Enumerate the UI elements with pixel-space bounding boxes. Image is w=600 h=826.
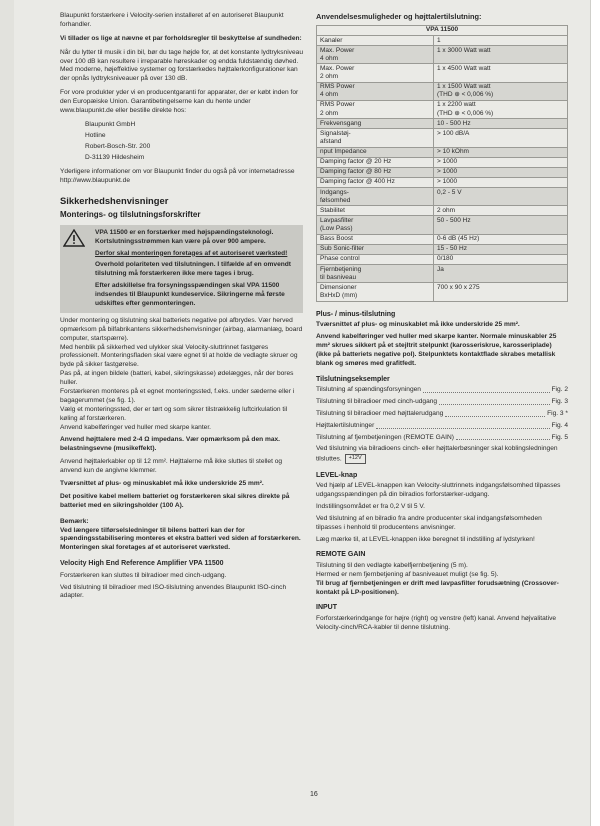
spec-label: Kanaler — [317, 36, 434, 46]
impedance-text: Anvend højttalere med 2-4 Ω impedans. Vær opmærksom på den max. belastningsevne (musikeffekt). — [60, 436, 281, 453]
example-entry — [316, 410, 568, 419]
remote-heading: REMOTE GAIN — [316, 551, 366, 559]
spec-label: Indgangs- følsomhed — [317, 188, 434, 206]
spec-row — [317, 64, 568, 82]
leader-dots — [423, 392, 550, 393]
example-entry — [316, 434, 568, 443]
spec-label: Bass Boost — [317, 234, 434, 244]
spec-label: Damping factor @ 80 Hz — [317, 167, 434, 177]
fuse-holder-text: Det positive kabel mellem batteriet og forstærkeren skal sikres direkte på batteriet med en sikringsholder (100 A). — [60, 492, 290, 509]
figure-ref: Fig. 5 — [551, 433, 568, 441]
body-text: Med henblik på sikkerhed ved ulykker skal Velocity-sluttrinnet fastgøres professionelt. Monteringsfladen skal være egnet til at holde de vedlagte skruer og byde på sikker fastgørelse. — [60, 343, 298, 369]
spec-row — [317, 254, 568, 264]
spec-value: 1 x 2200 watt (THD ⊕ < 0,006 %) — [434, 100, 568, 118]
toc-note-text: Ved tilslutning via bilradioens cinch- eller højttalerbøsninger skal koblingsledningen tilsluttes. — [316, 445, 558, 463]
body-text: Anvend kabelføringer ved huller med skarpe kanter. — [60, 423, 212, 431]
spec-value: 0-6 dB (45 Hz) — [434, 234, 568, 244]
spec-label: Phase control — [317, 254, 434, 264]
note-text: Ved længere tilførselsledninger til bilens batteri kan der for spændingsstabilisering monteres et ekstra batteri ved siden af forstærkeren. Monteringen skal foretages af et autoriseret værksted. — [60, 526, 301, 552]
spec-value: 1 x 1500 Watt watt (THD ⊕ < 0,006 %) — [434, 82, 568, 100]
example-text: Tilslutning af fjernbetjeningen (REMOTE GAIN) — [316, 433, 454, 441]
safety-heading: Sikkerhedshenvisninger — [60, 195, 169, 207]
body-text: Forstærkeren kan sluttes til bilradioer med cinch-udgang. — [60, 571, 227, 579]
example-entry — [316, 386, 568, 395]
health-intro: Vi tillader os lige at nævne et par forholdsregler til beskyttelse af sundheden: — [60, 34, 302, 42]
address-line: Blaupunkt GmbH — [85, 120, 136, 128]
spec-label: Sub Sonic-filter — [317, 244, 434, 254]
spec-value: 1 x 4500 Watt watt — [434, 64, 568, 82]
spec-row — [317, 82, 568, 100]
page-number: 16 — [310, 791, 318, 798]
warning-text: VPA 11500 er en forstærker med højspændingsteknologi. Kortslutningsstrømmen kan være på over 900 ampere. — [95, 228, 274, 245]
input-text: Forforstærkerindgange for højre (right) og venstre (left) kanal. Anvend højvalitative Velocity-cinch/RCA-kabler til denne tilslutning. — [316, 614, 557, 631]
spec-row — [317, 283, 568, 301]
address-line: Robert-Bosch-Str. 200 — [85, 142, 151, 150]
spec-row — [317, 188, 568, 206]
body-text: Ved tilslutning til bilradioer med ISO-tilslutning anvendes Blaupunkt ISO-cinch adapter. — [60, 583, 287, 600]
body-text: Pas på, at ingen bildele (batteri, kabel, sikringskasse) ødelægges, når der bores huller. — [60, 370, 294, 387]
pin-label: +12V — [345, 454, 366, 463]
address-block — [60, 121, 303, 163]
spec-label: nput Impedance — [317, 147, 434, 157]
example-entry — [316, 398, 568, 407]
spec-label: Max. Power 2 ohm — [317, 64, 434, 82]
spec-label: Signalstøj- afstand — [317, 129, 434, 147]
spec-value: 0,2 - 5 V — [434, 188, 568, 206]
spec-row — [317, 206, 568, 216]
warning-text: Overhold polariteten ved tilslutningen. I tilfælde af en omvendt tilslutning må forstærkeren ikke mere tages i brug. — [95, 261, 292, 278]
cable-section-text: Tværsnittet af plus- og minuskablet må ikke underskride 25 mm². — [60, 480, 264, 487]
spec-row — [317, 216, 568, 234]
spec-value: 1 — [434, 36, 568, 46]
spec-label: Damping factor @ 20 Hz — [317, 157, 434, 167]
figure-ref: Fig. 3 * — [547, 409, 568, 417]
spec-value: 10 - 500 Hz — [434, 119, 568, 129]
spec-label: Stabilitet — [317, 206, 434, 216]
figure-ref: Fig. 3 — [551, 397, 568, 405]
spec-table-header: VPA 11500 — [317, 25, 568, 35]
spec-label: Frekvensgang — [317, 119, 434, 129]
spec-row — [317, 129, 568, 147]
remote-text: Hermed er nem fjernbetjening af basniveauet muligt (se fig. 5). — [316, 570, 499, 578]
spec-row — [317, 157, 568, 167]
remote-text: Til brug af fjernbetjeningen er drift med lavpasfilter forudsætning (Crossover-kontakt på LP-positionen). — [316, 579, 559, 596]
spec-label: Fjernbetjening til basniveau — [317, 265, 434, 283]
toc-note — [316, 445, 568, 464]
example-entry — [316, 422, 568, 431]
level-text: Ved tilslutning af en bilradio fra andre producenter skal indgangsfølsomheden tilpasses i henhold til producentens anvisninger. — [316, 514, 542, 531]
leader-dots — [445, 416, 545, 417]
speaker-cable-text: Anvend højttalerkabler op til 12 mm². Højttalerne må ikke sluttes til stellet og anvend kun de angivne klemmer. — [60, 458, 283, 475]
page-binding-edge — [590, 0, 600, 826]
mounting-heading: Monterings- og tilslutningsforskrifter — [60, 209, 201, 219]
spec-value: 1 x 3000 Watt watt — [434, 46, 568, 64]
warning-triangle-icon — [63, 229, 95, 309]
example-text: Tilslutning til bilradioer med cinch-udgang — [316, 397, 438, 405]
body-text: Forstærkeren monteres på et egnet monteringssted, f.eks. under sæderne eller i bagagerummet (se fig. 1). — [60, 387, 295, 404]
spec-value: > 1000 — [434, 167, 568, 177]
usage-heading: Anvendelsesmuligheder og højttalertilslutning: — [316, 12, 482, 21]
body-text: Under montering og tilslutning skal batteriets negative pol afbrydes. Vær herved opmærksom på bilfabrikantens sikkerhedshenvisninger (airbag, alarmanlæg, board computer, startspærre). — [60, 316, 303, 342]
level-heading: LEVEL-knap — [316, 471, 358, 479]
plus-minus-text: Anvend kabelføringer ved huller med skarpe kanter. Normale minuskabler 25 mm² skrues sikkert på et stejltrit stelpunkt (karosseriskrue, karosseriplade) (ikke på batteriets negative pol). Stelpunktets kontaktflade skrabes metallisk blank og smøres med grafitfedt. — [316, 332, 557, 367]
spec-row — [317, 147, 568, 157]
page-gutter-shadow — [0, 0, 14, 826]
level-text: Indstillingsområdet er fra 0,2 V til 5 V. — [316, 502, 425, 510]
example-text: Tilslutning af spændingsforsyningen — [316, 385, 421, 393]
spec-value: > 1000 — [434, 157, 568, 167]
spec-row — [317, 177, 568, 187]
figure-ref: Fig. 2 — [551, 385, 568, 393]
spec-label: Max. Power 4 ohm — [317, 46, 434, 64]
level-text: Ved hjælp af LEVEL-knappen kan Velocity-sluttrinnets indgangsfølsomhed tilpasses udgangsspændingen på din bilradios forforstærker-udgang. — [316, 482, 561, 498]
spec-row — [317, 46, 568, 64]
intro-continued: Blaupunkt forstærkere i Velocity-serien installeret af en autoriseret Blaupunkt forhandler. — [60, 12, 284, 28]
spec-label: RMS Power 4 ohm — [317, 82, 434, 100]
spec-row — [317, 265, 568, 283]
spec-row — [317, 244, 568, 254]
spec-value: > 1000 — [434, 177, 568, 187]
examples-list — [316, 386, 568, 442]
spec-label: RMS Power 2 ohm — [317, 100, 434, 118]
address-line: Hotline — [85, 131, 106, 139]
right-column — [316, 12, 568, 633]
plus-minus-text: Tværsnittet af plus- og minuskablet må ikke underskride 25 mm². — [316, 321, 520, 329]
body-text: Vælg et monteringssted, der er tørt og som sikrer tilstrækkelig luftcirkulation til køling af forstærkeren. — [60, 405, 288, 422]
note-heading: Bemærk: — [60, 517, 89, 525]
spec-label: Lavpasfilter (Low Pass) — [317, 216, 434, 234]
plus-minus-heading: Plus- / minus-tilslutning — [316, 310, 396, 318]
figure-ref: Fig. 4 — [551, 421, 568, 429]
spec-row — [317, 234, 568, 244]
spec-value: > 100 dB/A — [434, 129, 568, 147]
warning-box — [60, 225, 303, 313]
warranty-text: For vore produkter yder vi en producentgaranti for apparater, der er købt inden for den Europæiske Union. Garantibetingelserne kan du hente under www.blaupunkt.de eller bestille direkte hos: — [60, 89, 299, 115]
spec-row — [317, 36, 568, 46]
spec-table — [316, 25, 568, 302]
leader-dots — [456, 439, 550, 440]
spec-row — [317, 119, 568, 129]
left-column — [60, 12, 303, 601]
address-line: D-31139 Hildesheim — [85, 153, 145, 161]
remote-text: Tilslutning til den vedlagte kabelfjernbetjening (5 m). — [316, 561, 468, 569]
amplifier-heading: Velocity High End Reference Amplifier VPA 11500 — [60, 560, 224, 568]
spec-value: 700 x 90 x 275 — [434, 283, 568, 301]
spec-label: Damping factor @ 400 Hz — [317, 177, 434, 187]
hearing-warning: Når du lytter til musik i din bil, bør du tage højde for, at det konstante lydtryksniveau over 100 dB kan resultere i irreparable høreskader og endda fuldstændig døvhed. Med moderne, højeffektive systemer og forstærkedes højttalerkonfigurationer kan der opnås lydtryksniveauer på over 130 dB. — [60, 48, 303, 83]
spec-value: 0/180 — [434, 254, 568, 264]
example-text: Højttalertilslutninger — [316, 421, 375, 429]
spec-value: > 10 kOhm — [434, 147, 568, 157]
spec-value: Ja — [434, 265, 568, 283]
spec-value: 2 ohm — [434, 206, 568, 216]
input-heading: INPUT — [316, 604, 337, 612]
spec-value: 15 - 50 Hz — [434, 244, 568, 254]
level-text: Læg mærke til, at LEVEL-knappen ikke beregnet til indstilling af lydstyrken! — [316, 535, 535, 543]
spec-value: 50 - 500 Hz — [434, 216, 568, 234]
spec-row — [317, 167, 568, 177]
spec-row — [317, 100, 568, 118]
examples-heading: Tilslutningseksempler — [316, 375, 390, 383]
example-text: Tilslutning til bilradioer med højttalerudgang — [316, 409, 444, 417]
website-text: Yderligere informationer om vor Blaupunkt finder du også på vor internetadresse http://www.blaupunkt.de — [60, 168, 295, 185]
warning-text: Derfor skal monteringen foretages af et autoriseret værksted! — [95, 249, 288, 257]
spec-label: Dimensioner BxHxD (mm) — [317, 283, 434, 301]
leader-dots — [376, 428, 549, 429]
leader-dots — [439, 404, 549, 405]
warning-text: Efter adskillelse fra forsyningsspændingen skal VPA 11500 indsendes til Blaupunkt kundeservice. Sikringerne må første udskiftes efter genmonteringen. — [95, 282, 285, 307]
